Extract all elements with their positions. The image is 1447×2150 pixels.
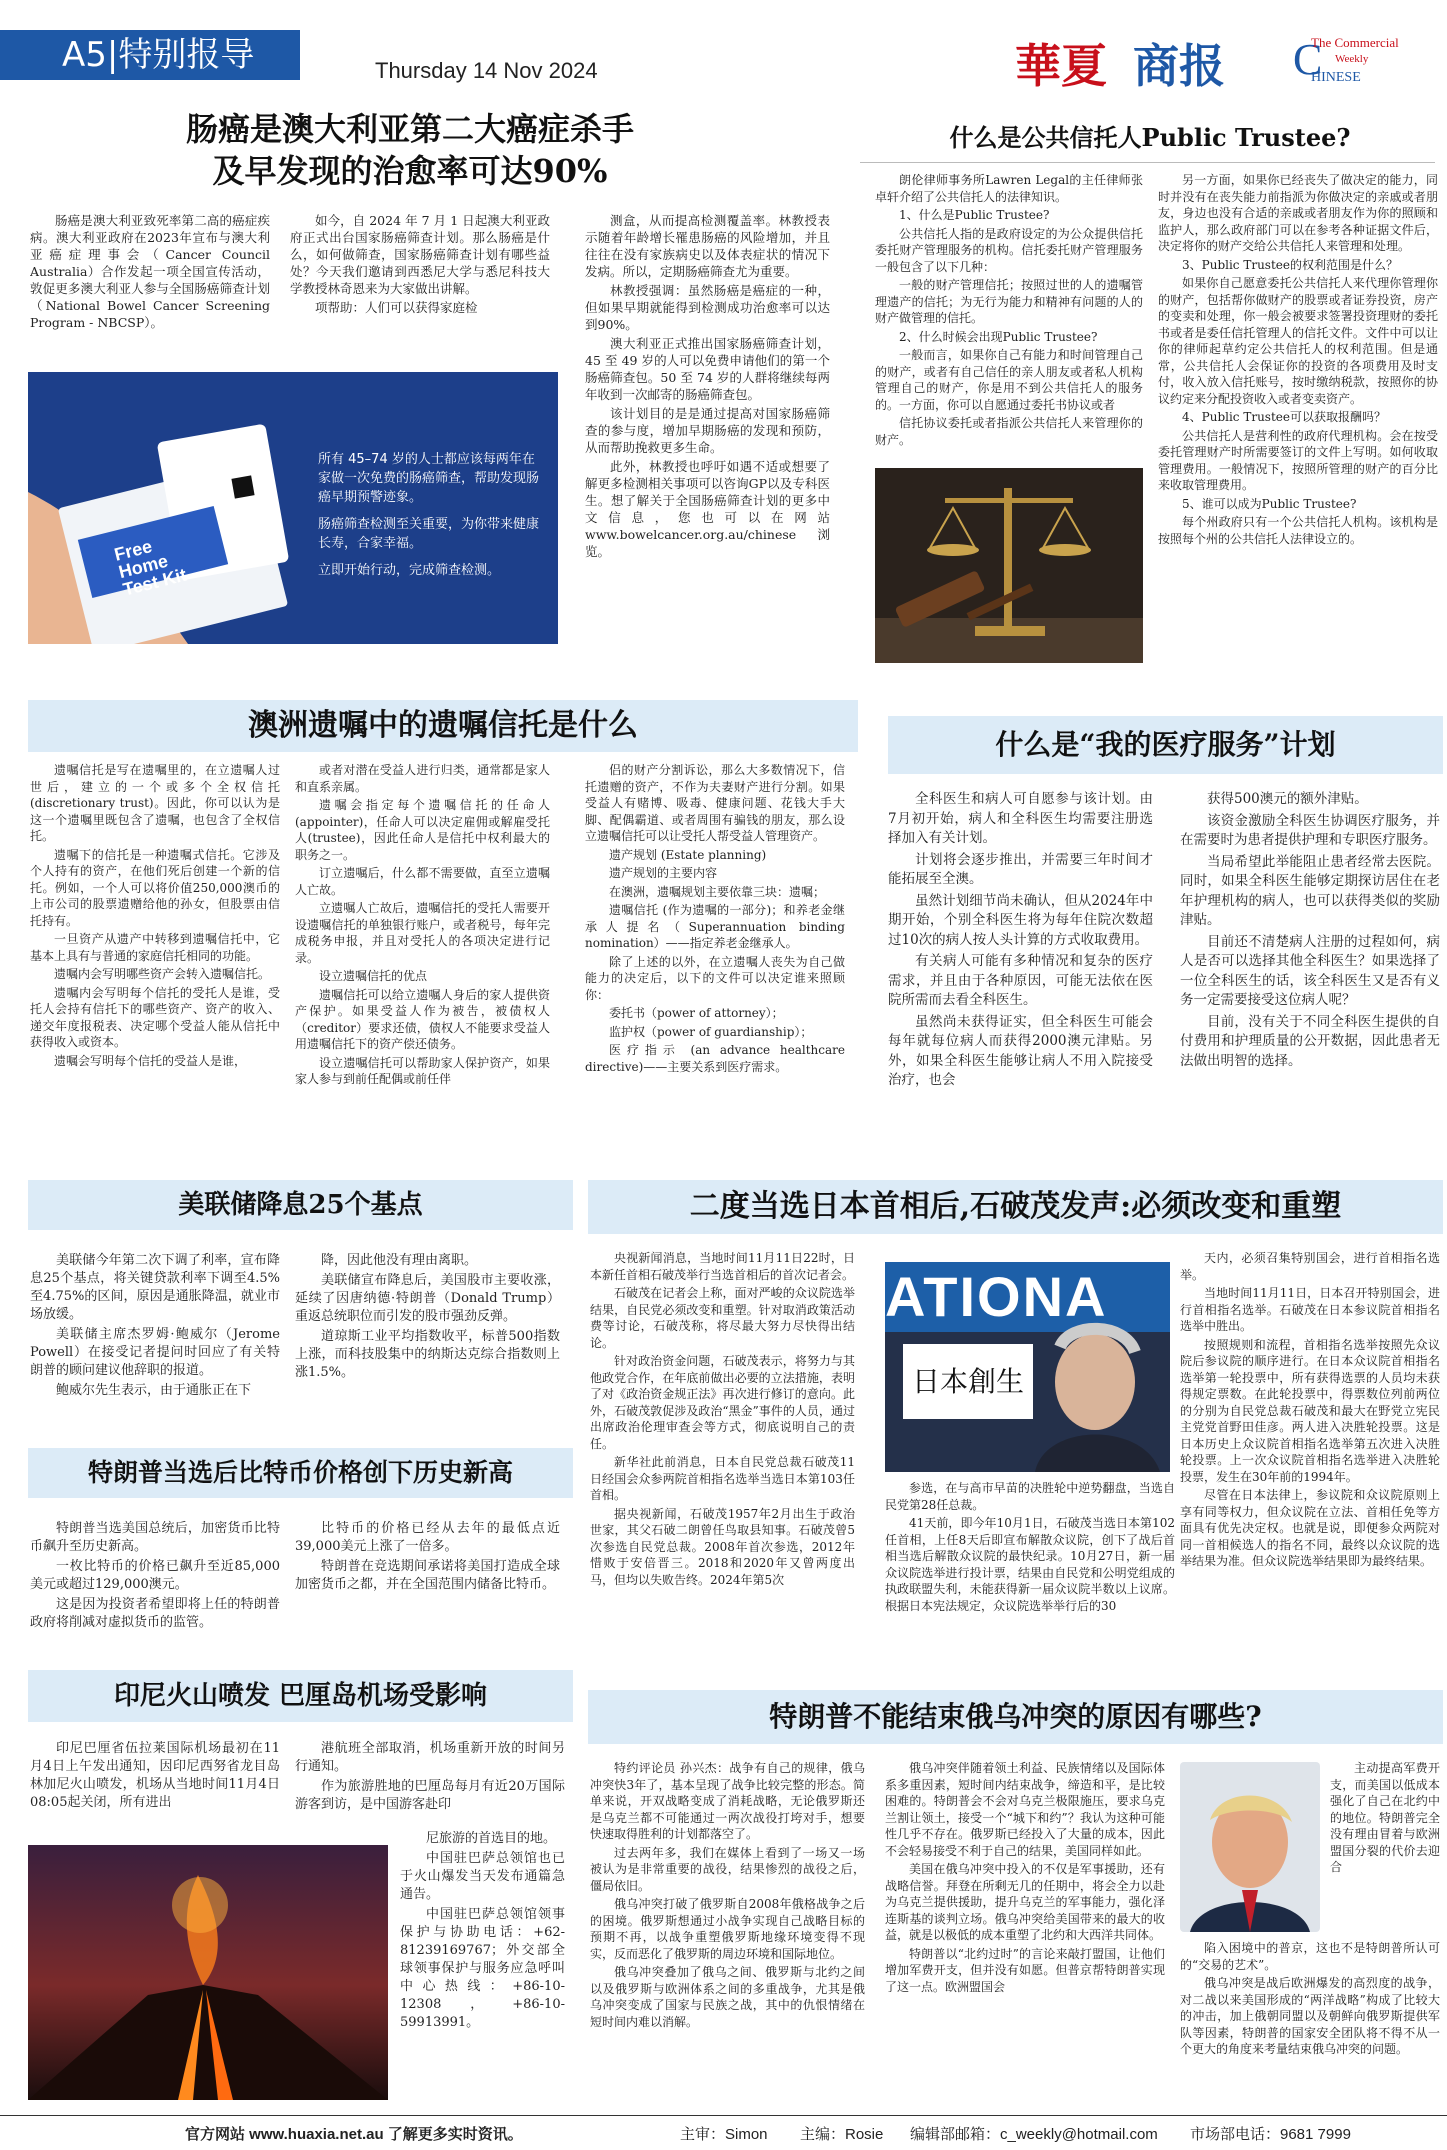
medical-col-2: 获得500澳元的额外津贴。 该资金激励全科医生协调医疗服务，并在需要时为患者提供护理和专职医疗服务。 当局希望此举能阻止患者经常去医院。同时，如果全科医生能够定期探访居住在老年护理机构的病人，也可以获得类似的奖励津贴。 目前还不清楚病人注册的过程如何，病人是否可以选择其他全科医生？如果选择了一位全科医生的话，该全科医生又是否有义务一定需要接受这位病人呢？ 目前，没有关于不同全科医生提供的自付费用和护理质量的公开数据，因此患者无法做出明智的选择。: [1180, 791, 1440, 1069]
ad-line-1: 所有 45–74 岁的人士都应该每两年在家做一次免费的肠癌筛查，帮助发现肠癌早期预警迹象。: [318, 452, 540, 505]
bitcoin-col-1: 特朗普当选美国总统后，加密货币比特币飙升至历史新高。 一枚比特币的价格已飙升至近85,000美元或超过129,000澳元。 这是因为投资者希望即将上任的特朗普政府将削减对虚拟货币的监管。: [30, 1521, 280, 1630]
bitcoin-col-2: 比特币的价格已经从去年的最低点近39,000美元上涨了一倍多。 特朗普在竞选期间承诺将美国打造成全球加密货币之都，并在全国范围内储备比特币。: [295, 1521, 560, 1592]
ukraine-col-3: 主动提高军费开支，而美国以低成本强化了自己在北约中的地位。特朗普完全没有理由冒着与欧洲盟国分裂的代价去迎合: [1330, 1761, 1440, 1874]
footer-rule: [0, 2115, 1447, 2116]
article-trustee-title: 什么是公共信托人Public Trustee?: [949, 123, 1351, 152]
portrait-illustration: [1180, 1762, 1320, 1932]
divider: [860, 162, 1435, 163]
volcano-photo: [28, 1845, 388, 2100]
medical-col-1: 全科医生和病人可自愿参与该计划。由7月初开始，病人和全科医生均需要注册选择加入有关计划。 计划将会逐步推出，并需要三年时间才能拓展至全澳。 虽然计划细节尚未确认，但从2024年中期开始，个别全科医生将为每年住院次数超过10次的病人按人头计算的方式收取费用。 有关病人可能有多种情况和复杂的医疗需求，并且由于各种原因，可能无法依在医院所需而去看全科医生。 虽然尚未获得证实，但全科医生可能会每年就每位病人而获得2000澳元津贴。另外，如果全科医生能够让病人不用入院接受治疗，也会: [888, 791, 1153, 1088]
footer-chief: 主编：Rosie: [800, 2126, 884, 2143]
bowel-col-3: 测盒，从而提高检测覆盖率。林教授表示随着年龄增长罹患肠癌的风险增加，并且往往在没有家族病史以及体表症状的情况下发病。所以，定期肠癌筛查尤为重要。 林教授强调：虽然肠癌是癌症的一种，但如果早期就能得到检测成功治愈率可以达到90%。 澳大利亚正式推出国家肠癌筛查计划，45 至 49 岁的人可以免费申请他们的第一个肠癌筛查包。50 至 74 岁的人群将继续每两年收到一次邮寄的肠癌筛查包。 该计划目的是是通过提高对国家肠癌筛查的参与度，增加早期肠癌的发现和预防，从而帮助挽救更多生命。 此外，林教授也呼吁如遇不适或想要了解更多检测相关事项可以咨询GP以及专科医生。想了解关于全国肠癌筛查计划的更多中文信息，您也可以在网站www.bowelcancer.org.au/chinese浏览。: [585, 213, 830, 559]
ukraine-col-1: 特约评论员 孙兴杰：战争有自己的规律，俄乌冲突快3年了，基本呈现了战争比较完整的形态。简单来说，开双战略变成了消耗战略，无论俄罗斯还是乌克兰都不可能通过一两次战役打垮对手，想要快速取得胜利的计划都落空了。 过去两年多，我们在媒体上看到了一场又一场被认为是非常重要的战役，结果惨烈的战役之后，僵局依旧。 俄乌冲突打破了俄罗斯自2008年俄格战争之后的困境。俄罗斯想通过小战争实现自己战略目标的预期不再，以战争重塑俄罗斯地缘环境变得不现实，反而恶化了俄罗斯的周边环境和国际地位。 俄乌冲突叠加了俄乌之间、俄罗斯与北约之间以及俄罗斯与欧洲体系之间的多重战争，尤其是俄乌冲突变成了国家与民族之战，其中的仇恨情绪在短时间内难以消解。: [590, 1761, 865, 2029]
issue-date: Thursday 14 Nov 2024: [375, 58, 598, 83]
article-ishiba-title: 二度当选日本首相后,石破茂发声:必须改变和重塑: [588, 1180, 1443, 1234]
article-fed-title: 美联储降息25个基点: [28, 1180, 573, 1230]
trustee-col-2: 另一方面，如果你已经丧失了做决定的能力，同时并没有在丧失能力前指派为你做决定的亲戚或者朋友，身边也没有合适的亲戚或者朋友作为你的照顾和监护人，那么政府部门可以在参考各种证据文件后，决定将你的财产交给公共信托人来管理和处理。 3、Public Trustee的权利范围是什么？ 如果你自己愿意委托公共信托人来代理你管理你的财产，包括帮你做财产的股票或者证券投资，房产的变卖和处理，你一般会被要求签署投资理财的委托书或者是委任信托管理人的信托文件。文件中可以让你的律师起草约定公共信托人的权利范围。但是通常，公共信托人会保证你的投资的各项费用及时支付，收入放入信托账号，按时缴纳税款，按照你的协议约定来分配投资收入或者变卖资产。 4、Public Trustee可以获取报酬吗？ 公共信托人是营利性的政府代理机构。会在按受委托管理财产时所需要签订的文件上写明。如何收取管理费用。一般情况下，按照所管理的财产的百分比来收取管理费用。 5、谁可以成为Public Trustee? 每个州政府只有一个公共信托人机构。该机构是按照每个州的公共信托人法律设立的。: [1158, 173, 1438, 546]
trustee-col-1: 朗伦律师事务所Lawren Legal的主任律师张卓轩介绍了公共信托人的法律知识。 1、什么是Public Trustee? 公共信托人指的是政府设定的为公众提供信托委托财产管理服务的机构。信托委托财产管理服务一般包含了以下几种： 一般的财产管理信托；按照过世的人的遗嘱管理遗产的信托；为无行为能力和精神有问题的人的财产做管理的信托。 2、什么时候会出现Public Trustee? 一般而言，如果你自己有能力和时间管理自己的财产，或者有自己信任的亲人朋友或者私人机构管理自己的财产，你是用不到公共信托人的服务的。一方面，你可以自愿通过委托书协议或者 信托协议委托或者指派公共信托人来管理你的财产。: [875, 173, 1143, 447]
article-will-trust-title: 澳洲遗嘱中的遗嘱信托是什么: [28, 700, 858, 752]
logo-en-mid: Weekly: [1335, 53, 1369, 65]
ukraine-col-4: 陷入困境中的普京，这也不是特朗普所认可的“交易的艺术”。 俄乌冲突是战后欧洲爆发的高烈度的战争，对二战以来美国形成的“两洋战略”构成了比较大的冲击，加上俄朝同盟以及朝鲜向俄罗斯提供军队等因素，特朗普的国家安全团队将不得不从一个更大的角度来考量结束俄乌冲突的问题。: [1180, 1941, 1440, 2056]
footer-editor: 主审：Simon: [680, 2126, 768, 2143]
sign-board: 日本創生: [903, 1344, 1033, 1419]
will-col-3: 侣的财产分割诉讼，那么大多数情况下，信托遗赠的资产，不作为夫妻财产进行分割。如果受益人有赌博、吸毒、健康问题、花钱大手大脚、配偶霸道、或者周围有骗钱的朋友，那么设立遗嘱信托可以让受托人帮受益人管理资产。 遗产规划 (Estate planning) 遗产规划的主要内容 在澳洲，遗嘱规划主要依靠三块：遗嘱； 遗嘱信托 (作为遗嘱的一部分)；和养老金继承人提名（Superannuation binding nomination）——指定养老金继承人。 除了上述的以外，在立遗嘱人丧失为自己做能力的决定后，以下的文件可以决定谁来照顾你： 委托书（power of attorney）； 监护权（power of guardianship）； 医疗指示 (an advance healthcare directive)——主要关系到医疗需求。: [585, 763, 845, 1074]
logo-cn-2: 商报: [1133, 39, 1225, 93]
article-bowel-title: [110, 108, 710, 192]
title-line-1: 肠癌是澳大利亚第二大癌症杀手: [185, 110, 634, 148]
article-medical-title: 什么是“我的医疗服务”计划: [888, 716, 1443, 774]
logo-en-top: The Commercial: [1311, 35, 1399, 50]
footer-email: 编辑部邮箱：c_weekly@hotmail.com: [910, 2126, 1158, 2143]
justice-scales-photo: [875, 468, 1143, 663]
article-bitcoin-title: 特朗普当选后比特币价格创下历史新高: [28, 1448, 573, 1498]
ad-line-3: 立即开始行动，完成筛查检测。: [318, 563, 501, 578]
test-kit-title: Free Home Test Kit: [112, 536, 189, 600]
ukraine-col-2: 俄乌冲突伴随着领土利益、民族情绪以及国际体系多重因素，短时间内结束战争，缔造和平，是比较困难的。特朗普会不会对乌克兰极限施压，要求乌克兰割让领土，接受一个“城下和约”？我认为这种可能性几乎不存在。俄罗斯已经投入了大量的成本，因此不会轻易接受不利于自己的结果，美国同样如此。 美国在俄乌冲突中投入的不仅是军事援助，还有战略信誉。拜登在所剩无几的任期中，将会全力以赴为乌克兰提供援助，提升乌克兰的军事能力，强化泽连斯基的谈判立场。俄乌冲突给美国带来的最大的收益，就是以极低的成本重塑了北约和大西洋共同体。 特朗普以“北约过时”的言论来敲打盟国，让他们增加军费开支，但并没有如愿。但普京帮特朗普实现了这一点。欧洲盟国会: [885, 1761, 1165, 1994]
ishiba-col-2: 参选，在与高市早苗的决胜轮中逆势翻盘，当选自民党第28任总裁。 41天前，即今年10月1日，石破茂当选日本第102任首相，上任8天后即宣布解散众议院，创下了战后首相当选后解散众议院的最快纪录。10月27日，新一届众议院选举进行投计票，结果由自民党和公明党组成的执政联盟失利，未能获得新一届众议院半数以上议席。根据日本宪法规定，众议院选举举行后的30: [885, 1481, 1175, 1613]
fed-col-2: 降，因此他没有理由离职。 美联储宣布降息后，美国股市主要收涨，延续了因唐纳德·特朗普（Donald Trump）重返总统职位而引发的股市强劲反弹。 道琼斯工业平均指数收平，标普500指数上涨，而科技股集中的纳斯达克综合指数则上涨1.5%。: [295, 1253, 560, 1380]
logo-cn-1: 華夏: [1015, 39, 1107, 93]
volcano-col-2: 港航班全部取消，机场重新开放的时间另行通知。 作为旅游胜地的巴厘岛每月有近20万国际游客到访，是中国游客赴印: [295, 1741, 565, 1812]
scales-gavel-illustration: [875, 468, 1143, 663]
logo-c: C: [1293, 35, 1323, 84]
trump-photo: [1180, 1762, 1320, 1932]
section-label: A5|特别报导: [0, 30, 300, 80]
ad-line-2: 肠癌筛查检测至关重要，为你带来健康长寿，合家幸福。: [318, 517, 540, 551]
footer-phone: 市场部电话：9681 7999: [1190, 2126, 1351, 2143]
footer-website: 官方网站 www.huaxia.net.au 了解更多实时资讯。: [185, 2126, 523, 2143]
title-line-2: 及早发现的治愈率可达90%: [212, 152, 608, 190]
bowel-col-1: 肠癌是澳大利亚致死率第二高的癌症疾病。澳大利亚政府在2023年宣布与澳大利亚癌症理事会（Cancer Council Australia）合作发起一项全国宣传活动，敦促更多澳大利亚人参与全国肠癌筛查计划（National Bowel Cancer Screening Program - NBCSP）。: [30, 213, 270, 330]
ishiba-photo: [885, 1262, 1170, 1472]
logo-en-bottom: HINESE: [1311, 70, 1361, 85]
volcano-col-1: 印尼巴厘省伍拉莱国际机场最初在11月4日上午发出通知，因印尼西努省龙目岛林加尼火山喷发，机场从当地时间11月4日08:05起关闭，所有进出: [30, 1741, 280, 1810]
volcano-col-3: 尼旅游的首选目的地。 中国驻巴萨总领馆也已于火山爆发当天发布通篇急通告。 中国驻巴萨总领馆领事保护与协助电话：+62-81239169767；外交部全球领事保护与服务应急呼叫中心热线：+86-10-12308，+86-10-59913991。: [400, 1831, 565, 2030]
volcano-eruption-illustration: [28, 1845, 388, 2100]
page-footer: [0, 2115, 1447, 2150]
article-ukraine-title: 特朗普不能结束俄乌冲突的原因有哪些?: [588, 1690, 1443, 1744]
fed-col-1: 美联储今年第二次下调了利率，宣布降息25个基点，将关键贷款利率下调至4.5%至4.75%的区间，原因是通胀降温，就业市场放缓。 美联储主席杰罗姆·鲍威尔（Jerome Powell）在接受记者提问时回应了有关特朗普的顾问建议他辞职的报道。 鲍威尔先生表示，由于通胀正在下: [30, 1253, 280, 1398]
article-volcano-title: 印尼火山喷发 巴厘岛机场受影响: [28, 1670, 573, 1722]
ad-copy: [318, 450, 543, 580]
will-col-1: 遗嘱信托是写在遗嘱里的，在立遗嘱人过世后，建立的一个或多个全权信托(discretionary trust)。因此，你可以认为是这一个遗嘱里既包含了遗嘱，也包含了全权信托。 遗嘱下的信托是一种遗嘱式信托。它涉及个人持有的资产，在他们死后创建一个新的信托。例如，一个人可以将价值250,000澳币的上市公司的股票遗赠给他的孙女，但股票由信托持有。 一旦资产从遗产中转移到遗嘱信托中，它基本上具有与普通的家庭信托相同的功能。 遗嘱内会写明哪些资产会转入遗嘱信托。 遗嘱内会写明每个信托的受托人是谁，受托人会持有信托下的哪些资产、资产的收入、递交年度报税表、决定哪个受益人能从信托中获得收入或资本。 遗嘱会写明每个信托的受益人是谁，: [30, 763, 280, 1068]
ishiba-col-1: 央视新闻消息，当地时间11月11日22时，日本新任首相石破茂举行当选首相后的首次记者会。 石破茂在记者会上称，面对严峻的众议院选举结果，自民党必须改变和重塑。针对取消政策活动费等讨论，石破茂称，将尽最大努力尽快得出结论。 针对政治资金问题，石破茂表示，将努力与其他政党合作，在年底前做出必要的立法措施，表明了对《政治资金规正法》再次进行修订的意向。此外，石破茂敦促涉及政治“黑金”事件的人员，通过出席政治伦理审查会等方式，彻底说明自己的责任。 新华社此前消息，日本自民党总裁石破茂11日经国会众参两院首相指名选举当选日本第103任首相。 据央视新闻，石破茂1957年2月出生于政治世家，其父石破二朗曾任鸟取县知事。石破茂曾5次参选自民党总裁。2008年首次参选，2012年惜败于安倍晋三。2018和2020年又曾两度出马，但均以失败告终。2024年第5次: [590, 1251, 855, 1587]
bowel-ad-image: [28, 372, 558, 644]
bowel-col-2: 如今，自 2024 年 7 月 1 日起澳大利亚政府正式出台国家肠癌筛查计划。那么肠癌是什么，如何做筛查，国家肠癌筛查计划有哪些益处？今天我们邀请到西悉尼大学与悉尼科技大学教授林奇恩来为大家做出讲解。 项帮助：人们可以获得家庭检: [290, 213, 550, 315]
backdrop-text: ATIONA: [885, 1262, 1170, 1332]
masthead-logo: [1005, 30, 1443, 93]
will-col-2: 或者对潜在受益人进行归类，通常都是家人和直系亲属。 遗嘱会指定每个遗嘱信托的任命人(appointer)，任命人可以决定雇佣或解雇受托人(trustee)，因此任命人是信托中权利最大的职务之一。 订立遗嘱后，什么都不需要做，直至立遗嘱人亡故。 立遗嘱人亡故后，遗嘱信托的受托人需要开设遗嘱信托的单独银行账户，或者税号，每年完成税务申报，并且对受托人的各项决定进行记录。 设立遗嘱信托的优点 遗嘱信托可以给立遗嘱人身后的家人提供资产保护。如果受益人作为被告，被债权人（creditor）要求还债，债权人不能要求受益人用遗嘱信托下的资产偿还债务。 设立遗嘱信托可以帮助家人保护资产，如果家人参与到前任配偶或前任伴: [295, 763, 550, 1086]
ishiba-col-3: 天内，必须召集特别国会，进行首相指名选举。 当地时间11月11日，日本召开特别国会，进行首相指名选举。石破茂在日本参议院首相指名选举中胜出。 按照规则和流程，首相指名选举按照先众议院后参议院的顺序进行。在日本众议院首相指名选举第一轮投票中，所有获得选票的人员均未获得规定票数。在此轮投票中，得票数位列前两位的分别为自民党总裁石破茂和最大在野党立宪民主党党首野田佳彦。两人进入决胜轮投票。这是日本历史上众议院首相指名选举第五次进入决胜轮投票。上一次众议院首相指名选举进入决胜轮投票，发生在30年前的1994年。 尽管在日本法律上，参议院和众议院原则上享有同等权力，但众议院在立法、首相任免等方面具有优先决定权。也就是说，即便参众两院对同一首相候选人的指名不同，最终以众议院的选举结果为准。但众议院选举结果即为最终结果。: [1180, 1251, 1440, 1568]
